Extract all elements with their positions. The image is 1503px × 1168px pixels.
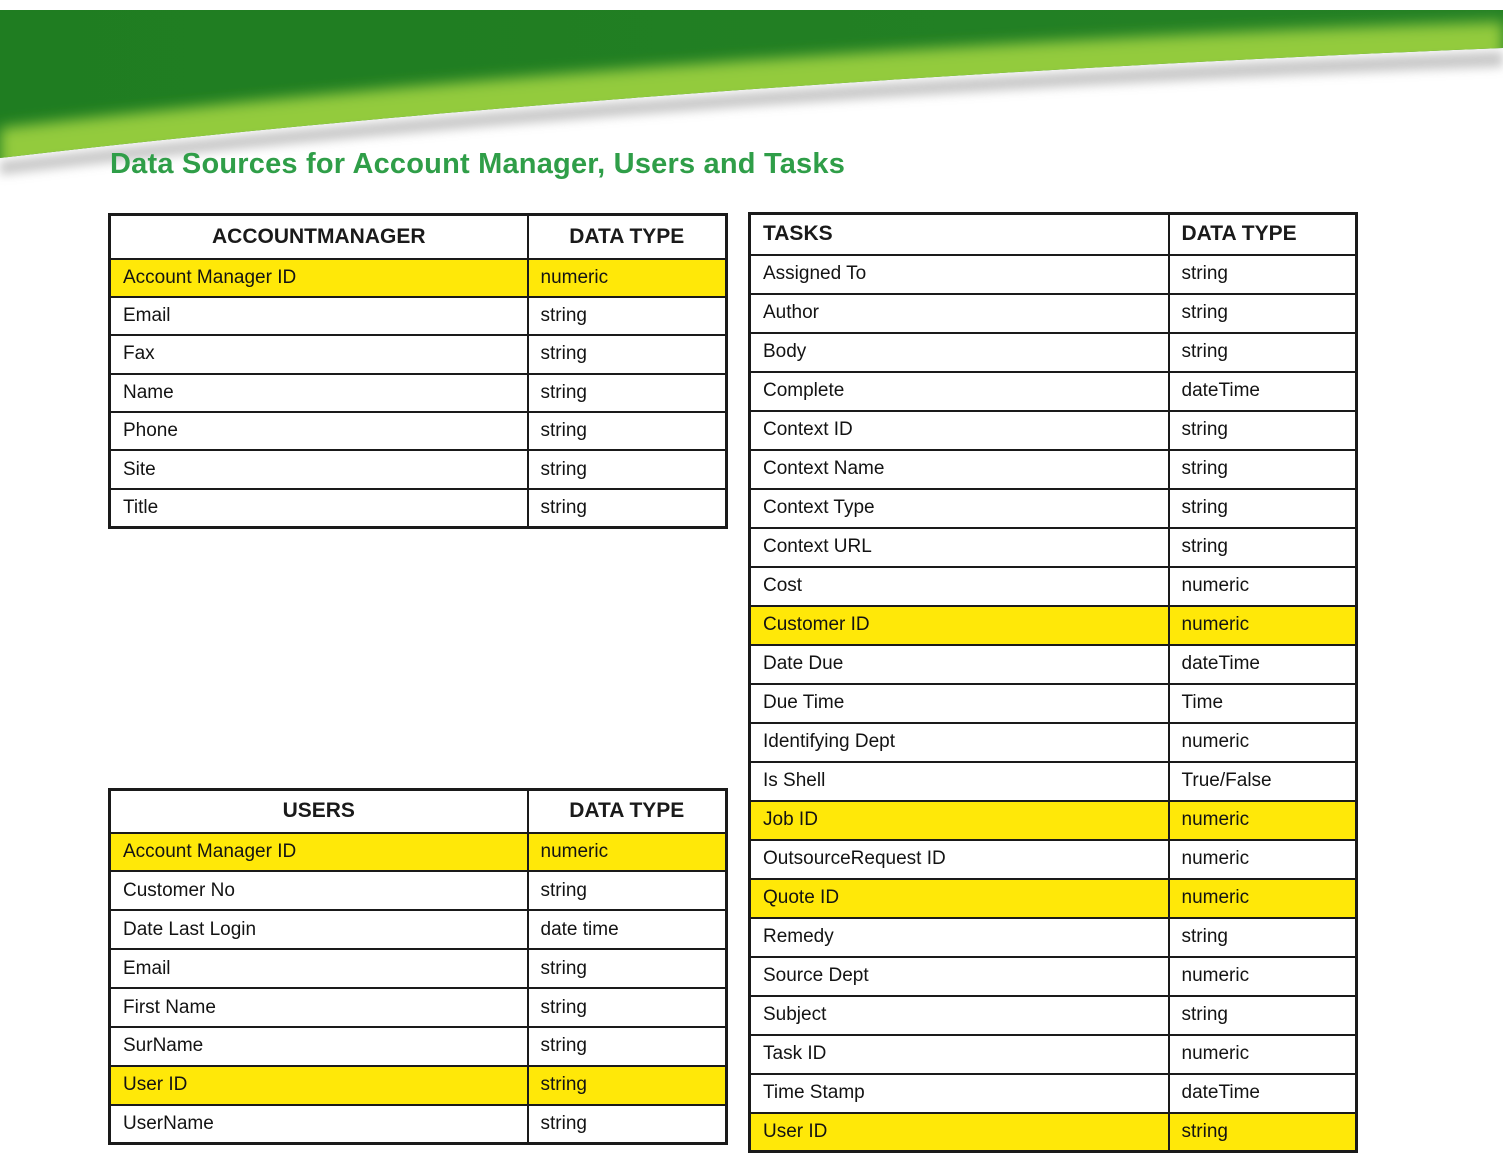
field-name-cell: Time Stamp bbox=[750, 1074, 1169, 1113]
field-name-cell: Body bbox=[750, 333, 1169, 372]
field-name-cell: Email bbox=[110, 949, 528, 988]
data-type-cell: string bbox=[528, 1027, 727, 1066]
field-name-cell: Due Time bbox=[750, 684, 1169, 723]
table-title: ACCOUNTMANAGER bbox=[110, 215, 528, 259]
accountmanager-table bbox=[108, 213, 728, 529]
data-type-cell: string bbox=[528, 1105, 727, 1144]
table-header-row bbox=[750, 214, 1357, 255]
field-name-cell: Quote ID bbox=[750, 879, 1169, 918]
table-row bbox=[750, 801, 1357, 840]
table-row bbox=[750, 372, 1357, 411]
table-row bbox=[110, 412, 727, 450]
field-name-cell: Remedy bbox=[750, 918, 1169, 957]
field-name-cell: Title bbox=[110, 489, 528, 527]
table-row bbox=[110, 489, 727, 527]
tasks-table bbox=[748, 212, 1358, 1153]
field-name-cell: Source Dept bbox=[750, 957, 1169, 996]
field-name-cell: Account Manager ID bbox=[110, 833, 528, 872]
field-name-cell: Assigned To bbox=[750, 255, 1169, 294]
data-type-cell: string bbox=[1169, 255, 1357, 294]
data-type-cell: string bbox=[528, 871, 727, 910]
data-type-cell: numeric bbox=[1169, 567, 1357, 606]
field-name-cell: Date Last Login bbox=[110, 910, 528, 949]
field-name-cell: Customer ID bbox=[750, 606, 1169, 645]
field-name-cell: Site bbox=[110, 450, 528, 488]
data-type-cell: string bbox=[1169, 528, 1357, 567]
data-type-cell: string bbox=[528, 1066, 727, 1105]
table-row bbox=[750, 489, 1357, 528]
table-row bbox=[110, 910, 727, 949]
data-type-cell: dateTime bbox=[1169, 645, 1357, 684]
field-name-cell: Email bbox=[110, 297, 528, 335]
table-row bbox=[110, 871, 727, 910]
data-type-cell: string bbox=[1169, 918, 1357, 957]
field-name-cell: Cost bbox=[750, 567, 1169, 606]
field-name-cell: Context Name bbox=[750, 450, 1169, 489]
data-type-cell: string bbox=[528, 335, 727, 373]
field-name-cell: User ID bbox=[750, 1113, 1169, 1152]
data-type-header: DATA TYPE bbox=[528, 790, 727, 833]
data-type-cell: string bbox=[528, 297, 727, 335]
data-type-cell: string bbox=[1169, 450, 1357, 489]
table-row bbox=[750, 840, 1357, 879]
data-type-cell: string bbox=[1169, 333, 1357, 372]
table-row bbox=[110, 259, 727, 297]
table-row bbox=[750, 411, 1357, 450]
data-type-cell: dateTime bbox=[1169, 1074, 1357, 1113]
data-type-header: DATA TYPE bbox=[1169, 214, 1357, 255]
table-row bbox=[750, 1113, 1357, 1152]
data-type-cell: string bbox=[528, 374, 727, 412]
field-name-cell: Is Shell bbox=[750, 762, 1169, 801]
data-type-cell: string bbox=[528, 489, 727, 527]
data-type-cell: numeric bbox=[1169, 723, 1357, 762]
table-title: TASKS bbox=[750, 214, 1169, 255]
field-name-cell: Fax bbox=[110, 335, 528, 373]
page-title: Data Sources for Account Manager, Users and Tasks bbox=[110, 148, 846, 180]
field-name-cell: Author bbox=[750, 294, 1169, 333]
field-name-cell: Customer No bbox=[110, 871, 528, 910]
field-name-cell: Phone bbox=[110, 412, 528, 450]
data-type-cell: numeric bbox=[528, 833, 727, 872]
table-row bbox=[110, 1027, 727, 1066]
table-row bbox=[750, 450, 1357, 489]
field-name-cell: Subject bbox=[750, 996, 1169, 1035]
table-row bbox=[110, 949, 727, 988]
table-row bbox=[110, 374, 727, 412]
data-type-cell: string bbox=[1169, 294, 1357, 333]
table-row bbox=[750, 684, 1357, 723]
table-row bbox=[110, 1105, 727, 1144]
field-name-cell: UserName bbox=[110, 1105, 528, 1144]
data-type-cell: numeric bbox=[1169, 840, 1357, 879]
data-type-cell: string bbox=[1169, 1113, 1357, 1152]
field-name-cell: User ID bbox=[110, 1066, 528, 1105]
data-type-cell: numeric bbox=[528, 259, 727, 297]
table-row bbox=[750, 1074, 1357, 1113]
table-row bbox=[750, 645, 1357, 684]
data-type-cell: string bbox=[528, 949, 727, 988]
data-type-cell: Time bbox=[1169, 684, 1357, 723]
table-header-row bbox=[110, 790, 727, 833]
data-type-cell: True/False bbox=[1169, 762, 1357, 801]
data-type-cell: string bbox=[1169, 489, 1357, 528]
table-row bbox=[750, 528, 1357, 567]
table-row bbox=[750, 333, 1357, 372]
users-table bbox=[108, 788, 728, 1145]
table-title: USERS bbox=[110, 790, 528, 833]
data-type-cell: string bbox=[1169, 996, 1357, 1035]
table-row bbox=[750, 567, 1357, 606]
data-type-cell: numeric bbox=[1169, 606, 1357, 645]
data-type-cell: numeric bbox=[1169, 1035, 1357, 1074]
data-type-header: DATA TYPE bbox=[528, 215, 727, 259]
data-type-cell: numeric bbox=[1169, 801, 1357, 840]
table-row bbox=[750, 294, 1357, 333]
data-type-cell: numeric bbox=[1169, 957, 1357, 996]
table-row bbox=[750, 957, 1357, 996]
table-row bbox=[750, 762, 1357, 801]
table-row bbox=[110, 833, 727, 872]
field-name-cell: Identifying Dept bbox=[750, 723, 1169, 762]
table-row bbox=[750, 918, 1357, 957]
field-name-cell: Context URL bbox=[750, 528, 1169, 567]
data-type-cell: numeric bbox=[1169, 879, 1357, 918]
field-name-cell: Task ID bbox=[750, 1035, 1169, 1074]
field-name-cell: Date Due bbox=[750, 645, 1169, 684]
field-name-cell: OutsourceRequest ID bbox=[750, 840, 1169, 879]
field-name-cell: Context ID bbox=[750, 411, 1169, 450]
field-name-cell: First Name bbox=[110, 988, 528, 1027]
table-row bbox=[110, 450, 727, 488]
field-name-cell: Context Type bbox=[750, 489, 1169, 528]
table-row bbox=[750, 723, 1357, 762]
table-header-row bbox=[110, 215, 727, 259]
data-type-cell: string bbox=[528, 412, 727, 450]
table-row bbox=[110, 1066, 727, 1105]
table-row bbox=[750, 996, 1357, 1035]
table-row bbox=[110, 988, 727, 1027]
table-row bbox=[750, 606, 1357, 645]
table-row bbox=[750, 879, 1357, 918]
table-row bbox=[110, 335, 727, 373]
data-type-cell: string bbox=[528, 450, 727, 488]
data-type-cell: string bbox=[528, 988, 727, 1027]
table-row bbox=[750, 255, 1357, 294]
table-row bbox=[750, 1035, 1357, 1074]
data-type-cell: string bbox=[1169, 411, 1357, 450]
field-name-cell: SurName bbox=[110, 1027, 528, 1066]
data-type-cell: dateTime bbox=[1169, 372, 1357, 411]
field-name-cell: Complete bbox=[750, 372, 1169, 411]
field-name-cell: Job ID bbox=[750, 801, 1169, 840]
field-name-cell: Account Manager ID bbox=[110, 259, 528, 297]
field-name-cell: Name bbox=[110, 374, 528, 412]
table-row bbox=[110, 297, 727, 335]
data-type-cell: date time bbox=[528, 910, 727, 949]
